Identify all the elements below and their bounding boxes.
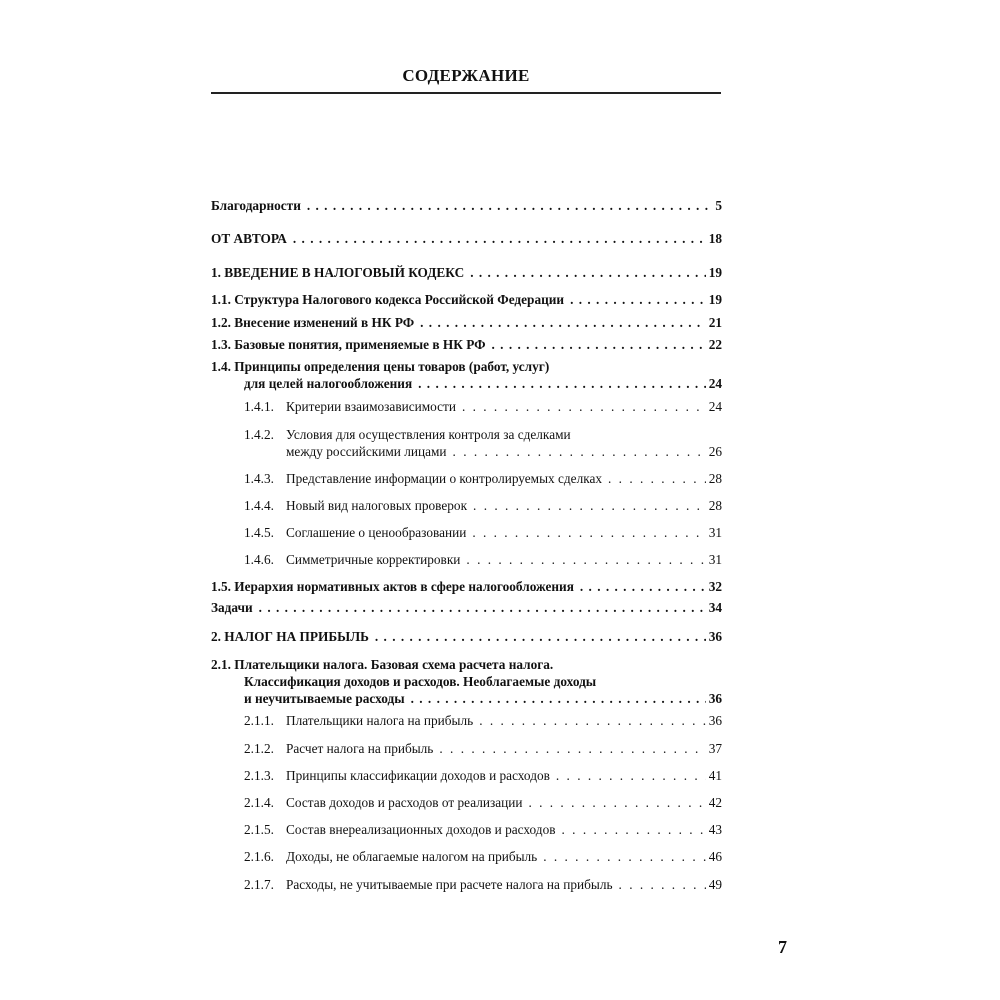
- toc-entry-page: 43: [708, 822, 722, 838]
- toc-entry-page: 24: [708, 376, 722, 392]
- toc-leader: [580, 578, 706, 591]
- toc-entry-2-1-7[interactable]: [211, 876, 722, 893]
- toc-entry-page: 26: [708, 444, 722, 460]
- toc-leader: [492, 336, 706, 349]
- toc-entry-title-continuation: Классификация доходов и расходов. Необлагаемые доходы: [244, 674, 597, 689]
- toc-entry-1-4[interactable]: [211, 358, 722, 392]
- toc-entry-number: 1.4.5.: [244, 525, 274, 541]
- toc-leader: [608, 470, 706, 483]
- toc-entry-page: 31: [708, 552, 722, 568]
- toc-entry-number: 1.4.1.: [244, 399, 274, 415]
- toc-entry-title: Состав внереализационных доходов и расходов: [286, 822, 556, 838]
- toc-leader: [462, 398, 706, 411]
- toc-entry-number: 2.1.4.: [244, 795, 274, 811]
- toc-entry-title-continuation: для целей налогообложения: [244, 376, 413, 392]
- toc-entry-page: 36: [708, 629, 722, 645]
- toc-leader: [439, 740, 705, 753]
- toc-entry-page: 36: [708, 713, 722, 729]
- toc-leader: [473, 497, 706, 510]
- toc-entry-2-1-5[interactable]: [211, 821, 722, 838]
- toc-entry-page: 32: [708, 579, 722, 595]
- toc-entry-title: Принципы классификации доходов и расходов: [286, 768, 550, 784]
- toc-entry-2-1-1[interactable]: [211, 712, 722, 729]
- toc-entry-page: 24: [708, 399, 722, 415]
- toc-entry-chapter-2[interactable]: [211, 628, 722, 645]
- toc-entry-1-4-6[interactable]: [211, 551, 722, 568]
- toc-entry-page: 28: [708, 471, 722, 487]
- toc-entry-page: 37: [708, 741, 722, 757]
- toc-entry-1-4-3[interactable]: [211, 470, 722, 487]
- toc-leader: [411, 690, 706, 703]
- toc-leader: [479, 712, 706, 725]
- toc-leader: [375, 628, 706, 641]
- toc-entry-1-4-4[interactable]: [211, 497, 722, 514]
- toc-entry-tasks[interactable]: [211, 599, 722, 616]
- toc-entry-title: Критерии взаимозависимости: [286, 399, 456, 415]
- page-number: 7: [778, 937, 787, 957]
- page-title: СОДЕРЖАНИЕ: [402, 66, 530, 85]
- toc-entry-page: 5: [715, 198, 722, 214]
- toc-entry-title: Доходы, не облагаемые налогом на прибыль: [286, 849, 538, 865]
- toc-leader: [562, 821, 706, 834]
- toc-leader: [418, 375, 706, 388]
- toc-entry-2-1-6[interactable]: [211, 848, 722, 865]
- toc-entry-page: 46: [708, 849, 722, 865]
- toc-entry-title: 1. ВВЕДЕНИЕ В НАЛОГОВЫЙ КОДЕКС: [211, 265, 465, 281]
- toc-entry-title: Задачи: [211, 600, 253, 616]
- toc-entry-title: 1.3. Базовые понятия, применяемые в НК РФ: [211, 337, 486, 353]
- toc-entry-page: 31: [708, 525, 722, 541]
- toc-entry-number: 1.4.6.: [244, 552, 274, 568]
- toc-entry-number: 2.1.2.: [244, 741, 274, 757]
- toc-entry-title: Плательщики налога на прибыль: [286, 713, 474, 729]
- toc-entry-1-2[interactable]: [211, 314, 722, 331]
- toc-entry-page: 19: [708, 265, 722, 281]
- toc-leader: [466, 551, 705, 564]
- toc-entry-chapter-1[interactable]: [211, 264, 722, 281]
- toc-entry-2-1[interactable]: [211, 656, 722, 707]
- toc-entry-1-5[interactable]: [211, 578, 722, 595]
- toc-leader: [619, 876, 706, 889]
- toc-entry-title: 2.1. Плательщики налога. Базовая схема расчета налога.: [211, 657, 554, 672]
- toc-leader: [259, 599, 706, 612]
- toc-entry-title: Условия для осуществления контроля за сделками: [286, 427, 571, 442]
- toc-entry-page: 28: [708, 498, 722, 514]
- toc-leader: [453, 443, 706, 456]
- toc-entry-title: Благодарности: [211, 198, 301, 214]
- toc-entry-page: 21: [708, 315, 722, 331]
- toc-entry-page: 42: [708, 795, 722, 811]
- toc-entry-2-1-4[interactable]: [211, 794, 722, 811]
- toc-entry-number: 1.4.2.: [244, 427, 274, 442]
- toc-leader: [556, 767, 706, 780]
- toc-entry-1-4-1[interactable]: [211, 398, 722, 415]
- toc-entry-1-1[interactable]: [211, 291, 722, 308]
- toc-entry-2-1-3[interactable]: [211, 767, 722, 784]
- toc-entry-title: 1.5. Иерархия нормативных актов в сфере налогообложения: [211, 579, 574, 595]
- toc-entry-page: 34: [708, 600, 722, 616]
- toc-entry-title: ОТ АВТОРА: [211, 231, 287, 247]
- toc-entry-number: 2.1.3.: [244, 768, 274, 784]
- toc-leader: [470, 264, 706, 277]
- toc-entry-number: 1.4.4.: [244, 498, 274, 514]
- toc-leader: [420, 314, 706, 327]
- toc-entry-title: 1.4. Принципы определения цены товаров (работ, услуг): [211, 359, 550, 374]
- toc-leader: [293, 230, 706, 243]
- toc-leader: [570, 291, 706, 304]
- toc-entry-title: Новый вид налоговых проверок: [286, 498, 468, 514]
- toc-entry-title: Представление информации о контролируемых сделках: [286, 471, 603, 487]
- toc-entry-title: 1.1. Структура Налогового кодекса Российской Федерации: [211, 292, 565, 308]
- toc-entry-title: Расчет налога на прибыль: [286, 741, 434, 757]
- toc-entry-page: 49: [708, 877, 722, 893]
- table-of-contents: [211, 0, 722, 1000]
- toc-entry-number: 2.1.5.: [244, 822, 274, 838]
- toc-entry-number: 2.1.7.: [244, 877, 274, 893]
- toc-entry-page: 22: [708, 337, 722, 353]
- toc-entry-title: Симметричные корректировки: [286, 552, 461, 568]
- toc-entry-acknowledgements[interactable]: [211, 197, 722, 214]
- toc-entry-title-continuation: и неучитываемые расходы: [244, 691, 405, 707]
- toc-entry-page: 18: [708, 231, 722, 247]
- toc-entry-title: 1.2. Внесение изменений в НК РФ: [211, 315, 415, 331]
- toc-entry-2-1-2[interactable]: [211, 740, 722, 757]
- toc-entry-title: Состав доходов и расходов от реализации: [286, 795, 523, 811]
- toc-entry-page: 41: [708, 768, 722, 784]
- toc-entry-1-4-2[interactable]: [211, 426, 722, 460]
- toc-entry-title: 2. НАЛОГ НА ПРИБЫЛЬ: [211, 629, 369, 645]
- toc-entry-number: 2.1.6.: [244, 849, 274, 865]
- toc-entry-number: 1.4.3.: [244, 471, 274, 487]
- toc-entry-from-author[interactable]: [211, 230, 722, 247]
- toc-entry-1-3[interactable]: [211, 336, 722, 353]
- toc-entry-1-4-5[interactable]: [211, 524, 722, 541]
- toc-entry-page: 36: [708, 691, 722, 707]
- toc-entry-title: Соглашение о ценообразовании: [286, 525, 467, 541]
- toc-entry-title: Расходы, не учитываемые при расчете налога на прибыль: [286, 877, 613, 893]
- toc-entry-page: 19: [708, 292, 722, 308]
- toc-leader: [528, 794, 705, 807]
- toc-leader: [307, 197, 712, 210]
- toc-leader: [543, 848, 705, 861]
- toc-entry-title-continuation: между российскими лицами: [286, 444, 447, 460]
- toc-entry-number: 2.1.1.: [244, 713, 274, 729]
- toc-leader: [472, 524, 705, 537]
